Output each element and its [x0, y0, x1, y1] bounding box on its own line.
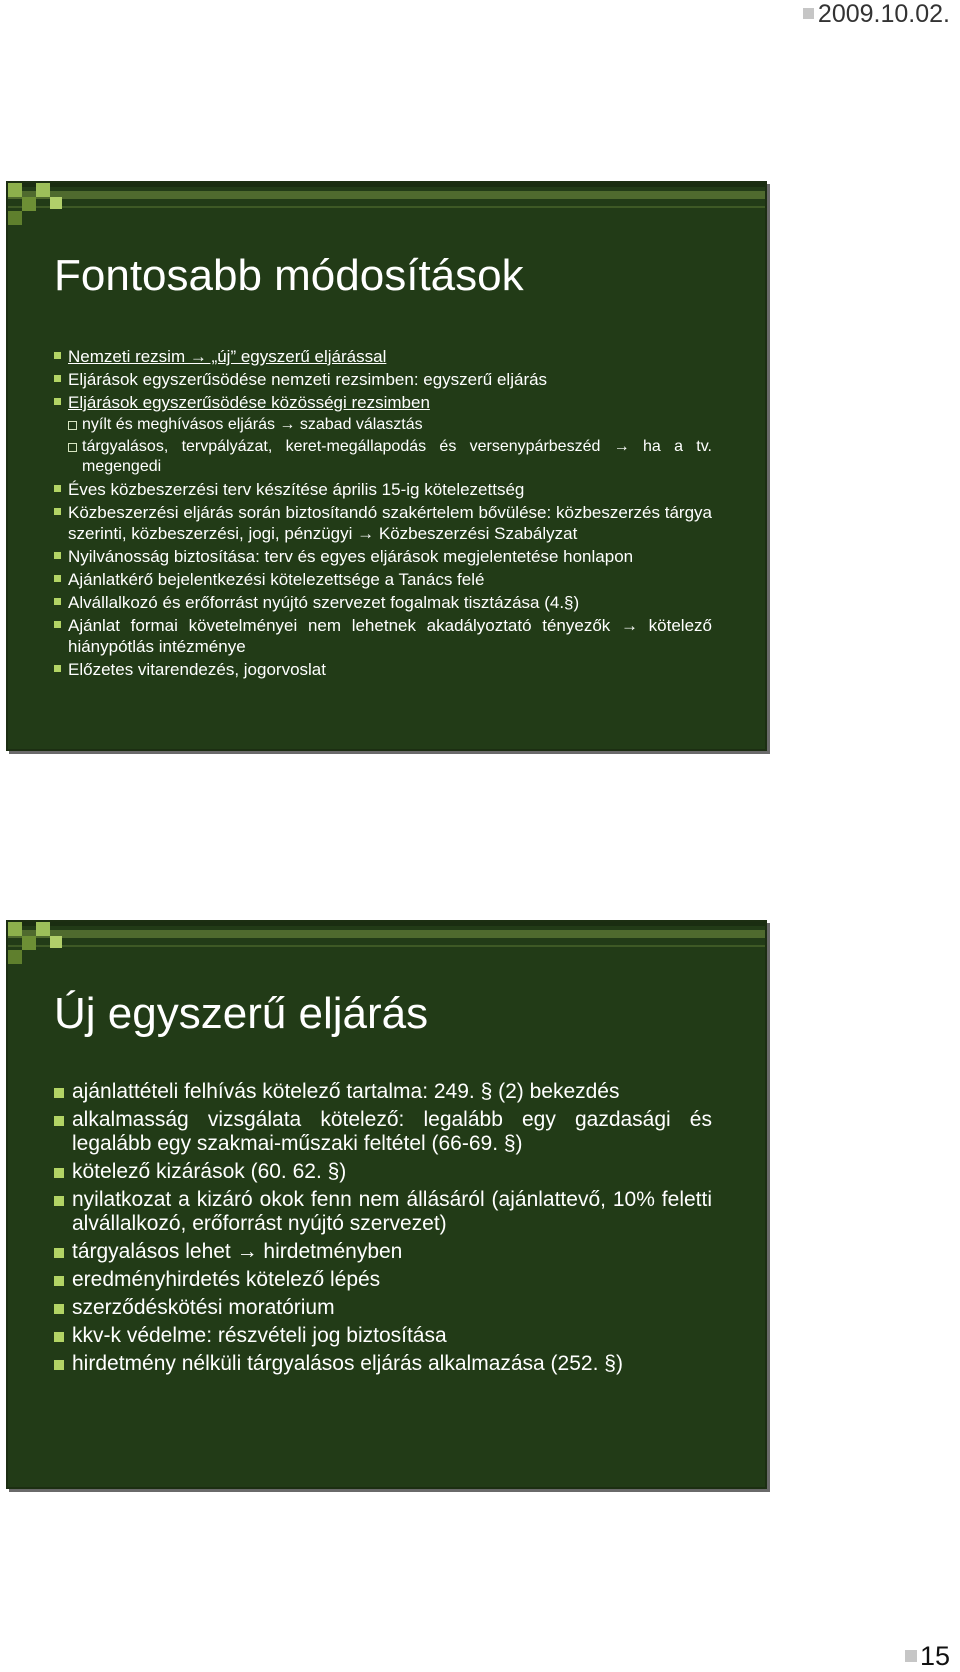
- page-number: [905, 1641, 950, 1672]
- list-item: szerződéskötési moratórium: [54, 1296, 712, 1320]
- square-bullet-icon: [54, 485, 61, 492]
- square-bullet-icon: [54, 1248, 64, 1258]
- square-bullet-icon: [54, 508, 61, 515]
- list-item: nyilatkozat a kizáró okok fenn nem állásáról (ajánlattevő, 10% feletti alvállalkozó, erőforrást nyújtó szervezet): [54, 1188, 712, 1236]
- bullet-list: [54, 346, 712, 682]
- square-bullet-icon: [54, 1332, 64, 1342]
- square-bullet-icon: [54, 552, 61, 559]
- square-bullet-icon: [54, 1360, 64, 1370]
- sub-list-item: tárgyalásos, tervpályázat, keret-megállapodás és versenypárbeszéd → ha a tv. megengedi: [54, 437, 712, 477]
- square-bullet-icon: [54, 1304, 64, 1314]
- list-item: Ajánlat formai követelményei nem lehetnek akadályoztató tényezők → kötelező hiánypótlás intézménye: [54, 615, 712, 657]
- list-item: Eljárások egyszerűsödése közösségi rezsimben: [54, 392, 712, 413]
- list-item: Közbeszerzési eljárás során biztosítandó szakértelem bővülése: közbeszerzés tárgya szerinti, közbeszerzési, jogi, pénzügyi → Közbeszerzési Szabályzat: [54, 502, 712, 544]
- list-item: Ajánlatkérő bejelentkezési kötelezettsége a Tanács felé: [54, 569, 712, 590]
- page-date: [803, 0, 950, 29]
- list-item: Éves közbeszerzési terv készítése április 15-ig kötelezettség: [54, 479, 712, 500]
- square-bullet-icon: [54, 375, 61, 382]
- square-bullet-icon: [54, 598, 61, 605]
- list-item: Alvállalkozó és erőforrást nyújtó szervezet fogalmak tisztázása (4.§): [54, 592, 712, 613]
- list-item: kkv-k védelme: részvételi jog biztosítása: [54, 1324, 712, 1348]
- list-item: Nyilvánosság biztosítása: terv és egyes eljárások megjelentetése honlapon: [54, 546, 712, 567]
- slide-title: Új egyszerű eljárás: [54, 989, 429, 1038]
- square-bullet-icon: [803, 8, 814, 19]
- square-bullet-icon: [54, 575, 61, 582]
- square-bullet-icon: [54, 398, 61, 405]
- slide-1: [6, 181, 767, 751]
- list-item: hirdetmény nélküli tárgyalásos eljárás alkalmazása (252. §): [54, 1352, 712, 1376]
- sub-list-item: nyílt és meghívásos eljárás → szabad választás: [54, 415, 712, 435]
- hollow-square-bullet-icon: [68, 443, 77, 452]
- square-bullet-icon: [905, 1650, 917, 1662]
- list-item: Nemzeti rezsim → „új” egyszerű eljárással: [54, 346, 712, 367]
- list-item: alkalmasság vizsgálata kötelező: legalább egy gazdasági és legalább egy szakmai-műszaki feltétel (66-69. §): [54, 1108, 712, 1156]
- square-bullet-icon: [54, 1276, 64, 1286]
- list-item: eredményhirdetés kötelező lépés: [54, 1268, 712, 1292]
- slide-decoration: [8, 922, 765, 965]
- square-bullet-icon: [54, 1196, 64, 1206]
- list-item: Előzetes vitarendezés, jogorvoslat: [54, 659, 712, 680]
- list-item: kötelező kizárások (60. 62. §): [54, 1160, 712, 1184]
- square-bullet-icon: [54, 621, 61, 628]
- slide-decoration: [8, 183, 765, 226]
- list-item: Eljárások egyszerűsödése nemzeti rezsimben: egyszerű eljárás: [54, 369, 712, 390]
- square-bullet-icon: [54, 1168, 64, 1178]
- page-number-text: 15: [919, 1641, 950, 1671]
- square-bullet-icon: [54, 1088, 64, 1098]
- page-date-text: 2009.10.02.: [817, 0, 950, 28]
- list-item: tárgyalásos lehet → hirdetményben: [54, 1240, 712, 1264]
- slide-title: Fontosabb módosítások: [54, 251, 524, 300]
- hollow-square-bullet-icon: [68, 421, 77, 430]
- square-bullet-icon: [54, 352, 61, 359]
- square-bullet-icon: [54, 1116, 64, 1126]
- square-bullet-icon: [54, 665, 61, 672]
- list-item: ajánlattételi felhívás kötelező tartalma: 249. § (2) bekezdés: [54, 1080, 712, 1104]
- slide-2: [6, 920, 767, 1489]
- bullet-list: [54, 1080, 712, 1380]
